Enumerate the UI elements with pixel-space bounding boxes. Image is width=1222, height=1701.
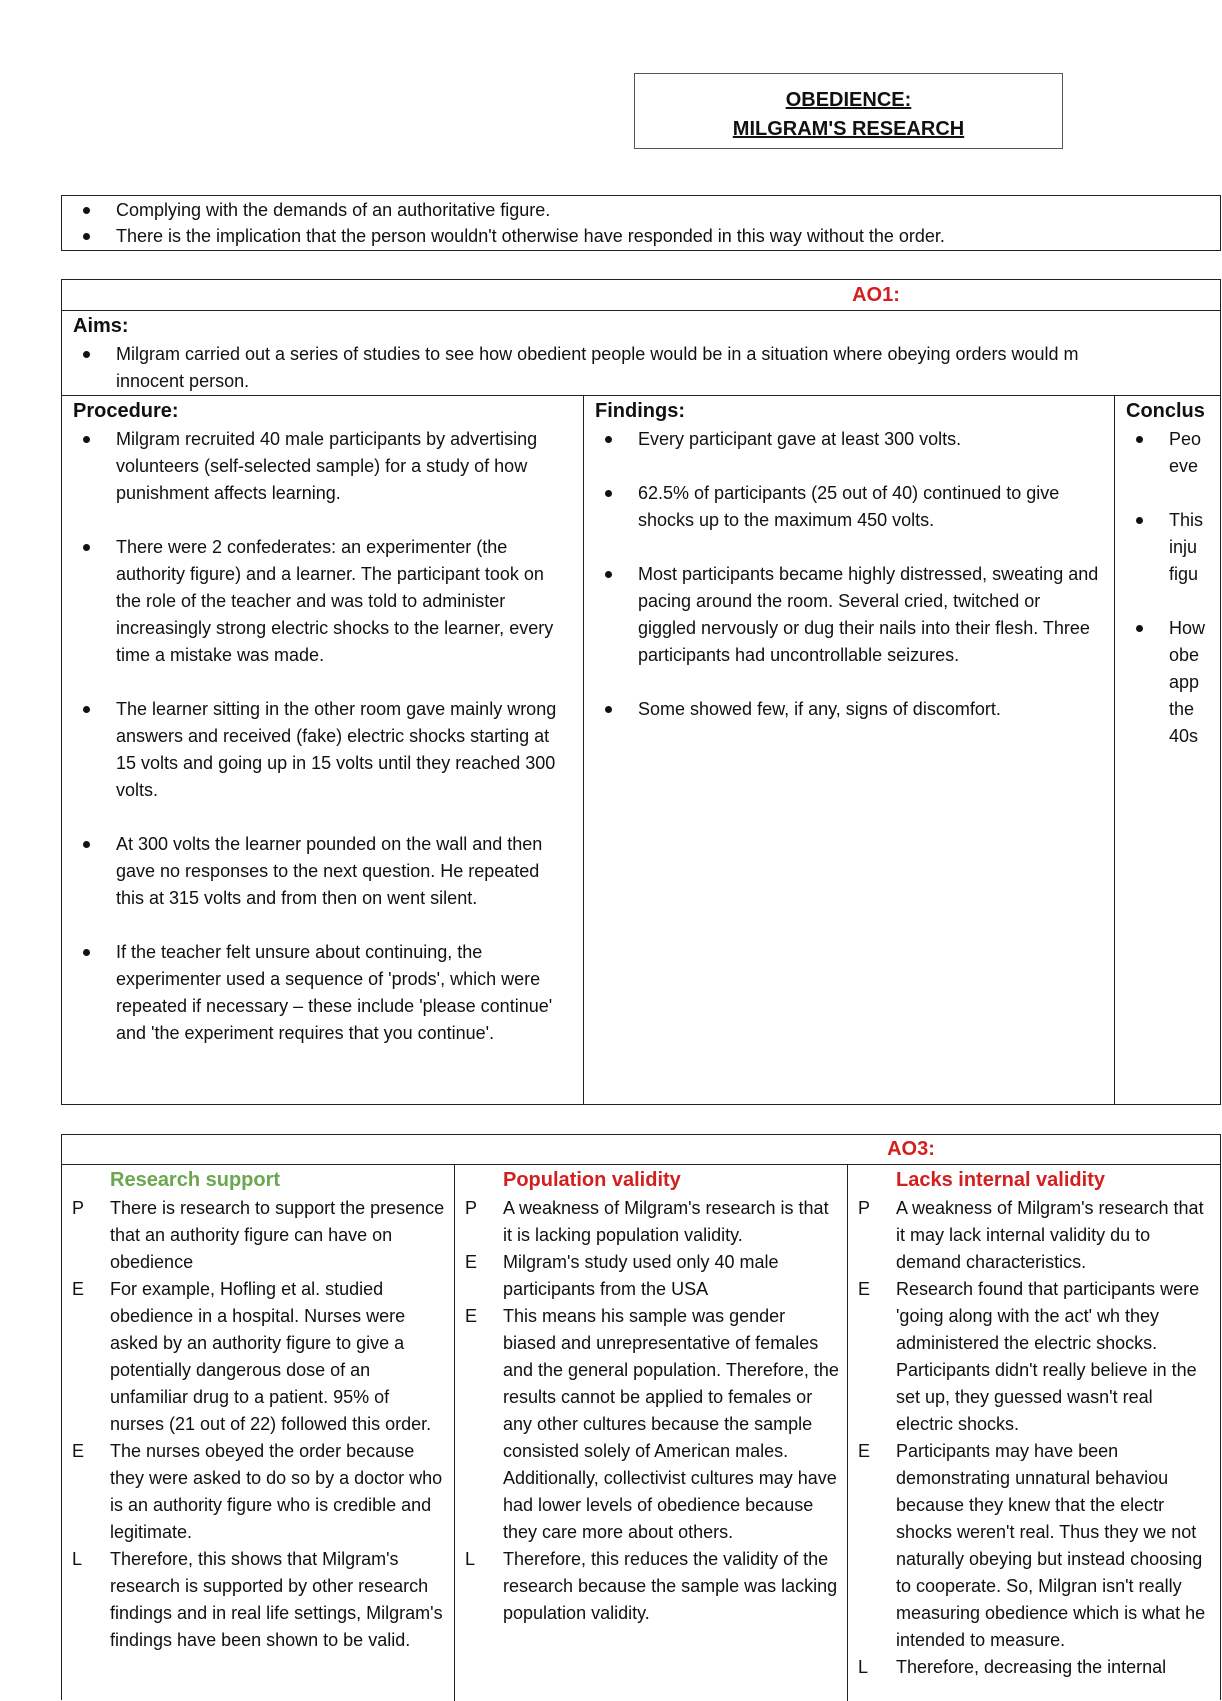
conclusions-line: eve bbox=[1169, 456, 1199, 476]
pel-row bbox=[62, 1546, 454, 1654]
findings-column bbox=[584, 396, 1115, 1104]
aims-section bbox=[62, 311, 1220, 396]
pel-row bbox=[455, 1195, 847, 1249]
conclusions-item bbox=[1115, 507, 1222, 588]
conclusions-line: figu bbox=[1169, 564, 1199, 584]
pel-row bbox=[848, 1195, 1222, 1276]
ao1-heading: AO1: bbox=[62, 280, 1220, 311]
procedure-item: There were 2 confederates: an experimenter (the authority figure) and a learner. The participant took on the role of the teacher and was told to administer increasingly strong electric shocks to the learner, every time a mistake was made. bbox=[62, 534, 583, 669]
ao3-heading: AO3: bbox=[62, 1135, 1220, 1165]
pel-row bbox=[62, 1195, 454, 1276]
conclusions-line: the bbox=[1169, 699, 1195, 719]
procedure-label: Procedure: bbox=[73, 400, 179, 422]
conclusions-line: inju bbox=[1169, 537, 1198, 557]
procedure-item: If the teacher felt unsure about continuing, the experimenter used a sequence of 'prods', which were repeated if necessary – these include 'please continue' and 'the experiment requires that you continue'. bbox=[62, 939, 583, 1047]
pel-letter: E bbox=[858, 1279, 871, 1299]
aims-line: Milgram carried out a series of studies to see how obedient people would be in a situation where obeying orders would m bbox=[116, 344, 1079, 364]
findings-item: Most participants became highly distressed, sweating and pacing around the room. Several cried, twitched or giggled nervously or dug their nails into their flesh. Three participants had uncontrollable seizures. bbox=[584, 561, 1114, 669]
pel-text: Research found that participants were 'going along with the act' wh they administered the electric shocks. Participants didn't really believe in the set up, they guessed wasn't real electric shocks. bbox=[896, 1279, 1200, 1434]
procedure-item: Milgram recruited 40 male participants by advertising volunteers (self-selected sample) for a study of how punishment affects learning. bbox=[62, 426, 583, 507]
ao3-column-title: Research support bbox=[110, 1169, 281, 1191]
pel-row bbox=[455, 1546, 847, 1627]
pel-text: Therefore, this reduces the validity of the research because the sample was lacking population validity. bbox=[503, 1549, 838, 1623]
procedure-item: At 300 volts the learner pounded on the wall and then gave no responses to the next question. He repeated this at 315 volts and from then on went silent. bbox=[62, 831, 583, 912]
pel-row bbox=[848, 1654, 1222, 1681]
pel-letter: P bbox=[465, 1198, 478, 1218]
conclusions-line: 40s bbox=[1169, 726, 1199, 746]
pel-text: Therefore, this shows that Milgram's research is supported by other research findings and in real life settings, Milgram's findings have been shown to be valid. bbox=[110, 1549, 443, 1650]
pel-text: A weakness of Milgram's research is that it is lacking population validity. bbox=[503, 1198, 829, 1245]
ao3-column-title: Population validity bbox=[503, 1169, 681, 1191]
pel-letter: E bbox=[858, 1441, 871, 1461]
ao3-column-research-support bbox=[62, 1165, 455, 1701]
page-subtitle: MILGRAM'S RESEARCH bbox=[732, 118, 965, 140]
aims-line: innocent person. bbox=[116, 371, 250, 391]
conclusions-item bbox=[1115, 426, 1222, 480]
pel-letter: L bbox=[465, 1549, 476, 1569]
conclusions-line: app bbox=[1169, 672, 1200, 692]
pel-text: The nurses obeyed the order because they were asked to do so by a doctor who is an authority figure who is credible and legitimate. bbox=[110, 1441, 443, 1542]
pel-row bbox=[848, 1276, 1222, 1438]
definition-box bbox=[61, 195, 1221, 251]
findings-item: Every participant gave at least 300 volts. bbox=[584, 426, 1114, 453]
conclusions-line: How bbox=[1169, 618, 1206, 638]
conclusions-line: obe bbox=[1169, 645, 1200, 665]
pel-row bbox=[455, 1303, 847, 1546]
pel-letter: E bbox=[465, 1252, 478, 1272]
pel-text: A weakness of Milgram's research that it may lack internal validity du to demand characteristics. bbox=[896, 1198, 1204, 1272]
conclusions-line: This bbox=[1169, 510, 1204, 530]
pel-letter: P bbox=[72, 1198, 85, 1218]
pel-letter: E bbox=[465, 1306, 478, 1326]
pel-row bbox=[62, 1276, 454, 1438]
pel-text: There is research to support the presence that an authority figure can have on obedience bbox=[110, 1198, 445, 1272]
pel-letter: L bbox=[72, 1549, 83, 1569]
pel-text: Participants may have been demonstrating unnatural behaviou because they knew that the electr shocks weren't real. Thus they we not naturally obeying but instead choosing to cooperate. So, Milgran isn't really measuring obedience which is what he intended to measure. bbox=[896, 1441, 1206, 1650]
pel-letter: P bbox=[858, 1198, 871, 1218]
ao3-column-title: Lacks internal validity bbox=[896, 1169, 1105, 1191]
pel-row bbox=[848, 1438, 1222, 1654]
pel-letter: L bbox=[858, 1657, 869, 1677]
conclusions-line: Peo bbox=[1169, 429, 1202, 449]
pel-text: Milgram's study used only 40 male participants from the USA bbox=[503, 1252, 779, 1299]
ao3-table bbox=[61, 1134, 1221, 1700]
findings-item: 62.5% of participants (25 out of 40) continued to give shocks up to the maximum 450 volts. bbox=[584, 480, 1114, 534]
aims-label: Aims: bbox=[73, 315, 129, 337]
ao3-column-internal-validity bbox=[848, 1165, 1222, 1701]
pel-text: Therefore, decreasing the internal bbox=[896, 1657, 1167, 1677]
definition-item: There is the implication that the person wouldn't otherwise have responded in this way without the order. bbox=[62, 223, 1220, 249]
pel-text: This means his sample was gender biased and unrepresentative of females and the general population. Therefore, the results cannot be applied to females or any other cultures because the sample consisted solely of American males. Additionally, collectivist cultures may have had lower levels of obedience because they care more about others. bbox=[503, 1306, 839, 1542]
ao1-table bbox=[61, 279, 1221, 1105]
pel-row bbox=[62, 1438, 454, 1546]
ao3-column-population-validity bbox=[455, 1165, 848, 1701]
findings-label: Findings: bbox=[595, 400, 685, 422]
pel-letter: E bbox=[72, 1441, 85, 1461]
definition-item: Complying with the demands of an authoritative figure. bbox=[62, 197, 1220, 223]
findings-item: Some showed few, if any, signs of discomfort. bbox=[584, 696, 1114, 723]
procedure-column bbox=[62, 396, 584, 1104]
conclusions-column bbox=[1115, 396, 1222, 1104]
procedure-item: The learner sitting in the other room gave mainly wrong answers and received (fake) electric shocks starting at 15 volts and going up in 15 volts until they reached 300 volts. bbox=[62, 696, 583, 804]
aims-item bbox=[62, 341, 1220, 395]
pel-text: For example, Hofling et al. studied obedience in a hospital. Nurses were asked by an authority figure to give a potentially dangerous dose of an unfamiliar drug to a patient. 95% of nurses (21 out of 22) followed this order. bbox=[110, 1279, 432, 1434]
page-title: OBEDIENCE: bbox=[785, 89, 912, 111]
pel-letter: E bbox=[72, 1279, 85, 1299]
pel-row bbox=[455, 1249, 847, 1303]
conclusions-item bbox=[1115, 615, 1222, 750]
conclusions-label: Conclus bbox=[1126, 400, 1205, 422]
title-box bbox=[634, 73, 1063, 149]
